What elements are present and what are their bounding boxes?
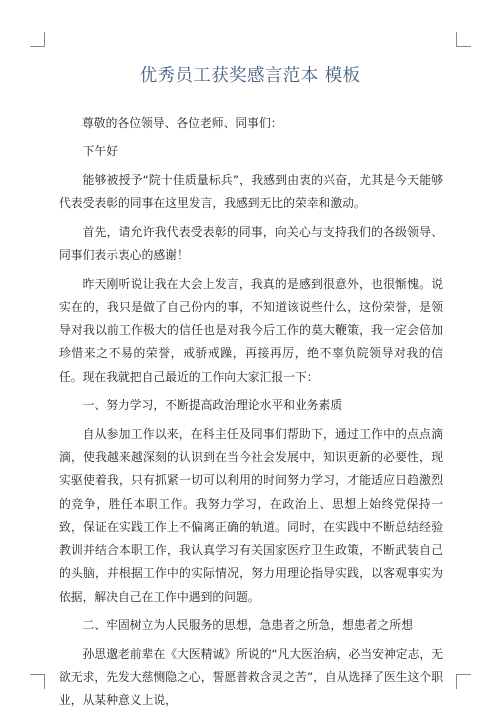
paragraph-report: 昨天刚听说让我在大会上发言，我真的是感到很意外，也很惭愧。说实在的，我只是做了自己份内的事，不知道该说些什么，这份荣誉，是领导对我以前工作极大的信任也是对我今后工作的莫大鞭策，我一定会倍加珍惜来之不易的荣誉，戒骄戒躁，再接再厉，绝不辜负院领导对我的信任。现在我就把自己最近的工作向大家汇报一下：: [59, 276, 443, 384]
crop-mark-top-left: [30, 32, 45, 47]
section-heading-2: 二、牢固树立为人民服务的思想，急患者之所急，想患者之所想: [82, 618, 413, 633]
document-body: [59, 112, 443, 718]
paragraph-service: 孙思邈老前辈在《大医精诚》所说的“凡大医治病，必当安神定志，无欲无求，先发大慈恻隐之心，誓愿普救含灵之苦”，自从选择了医生这个职业，从某种意义上说，: [59, 646, 443, 708]
paragraph-intro: 能够被授予“院十佳质量标兵”，我感到由衷的兴奋，尤其是今天能够代表受表彰的同事在这里发言，我感到无比的荣幸和激动。: [59, 172, 443, 211]
crop-mark-top-right: [456, 32, 471, 47]
document-title: 优秀员工获奖感言范本 模板: [139, 66, 361, 86]
salutation: 尊敬的各位领导、各位老师、同事们：: [82, 116, 283, 130]
crop-mark-bottom-left: [30, 674, 45, 689]
greeting: 下午好: [82, 144, 118, 159]
section-heading-1: 一、努力学习，不断提高政治理论水平和业务素质: [82, 398, 343, 413]
crop-mark-bottom-right: [456, 674, 471, 689]
paragraph-thanks: 首先，请允许我代表受表彰的同事，向关心与支持我们的各级领导、同事们表示衷心的感谢！: [59, 224, 443, 263]
paragraph-study: 自从参加工作以来，在科主任及同事们帮助下，通过工作中的点点滴滴，使我越来越深刻的认识到在当今社会发展中，知识更新的必要性，现实驱使着我，只有抓紧一切可以利用的时间努力学习，才能适应日趋激烈的竞争，胜任本职工作。我努力学习，在政治上、思想上始终党保持一致，保证在实践工作上不偏离正确的轨道。同时，在实践中不断总结经验教训并结合本职工作，我认真学习有关国家医疗卫生政策，不断武装自己的头脑，并根据工作中的实际情况，努力用理论指导实践，以客观事实为依据，解决自己在工作中遇到的问题。: [59, 426, 443, 604]
